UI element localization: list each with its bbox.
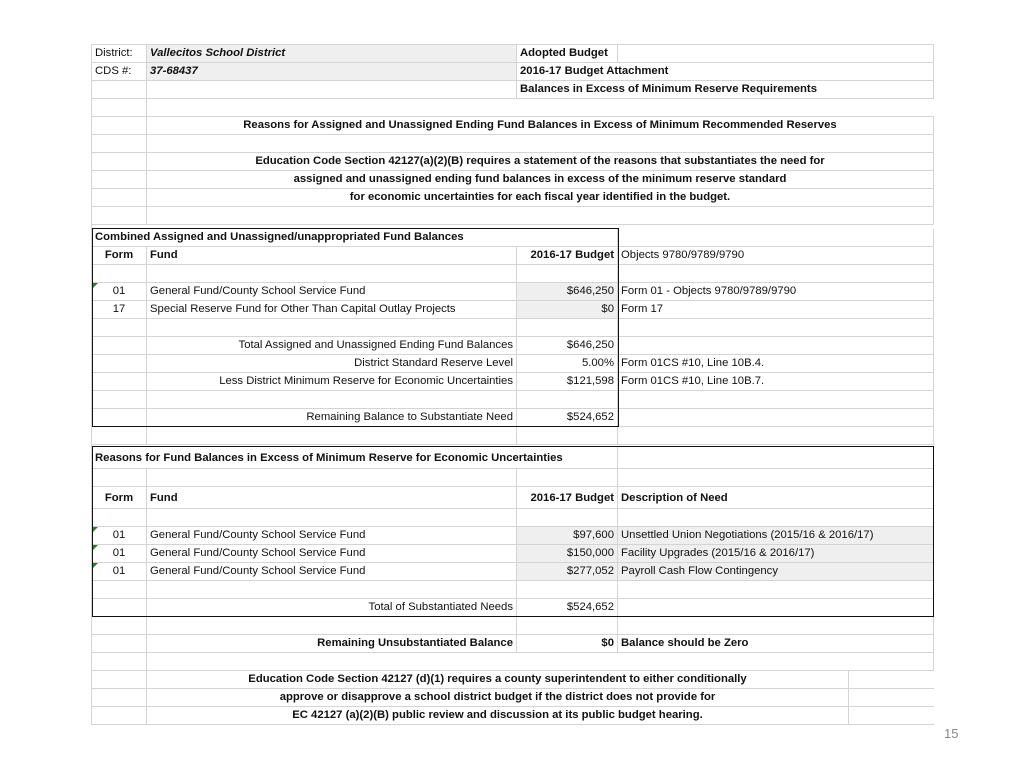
budget-attachment-label: 2016-17 Budget Attachment: [517, 63, 934, 80]
remaining-value: $524,652: [517, 409, 618, 426]
empty-cell: [147, 207, 934, 224]
empty-cell: [147, 135, 934, 152]
fund-budget: $0: [517, 301, 618, 318]
need-budget: $97,600: [517, 527, 618, 544]
empty-cell: [618, 319, 934, 336]
spacer-row: [92, 135, 934, 153]
total-row: [92, 337, 934, 355]
total-label: Total Assigned and Unassigned Ending Fund Balances: [147, 337, 517, 354]
spacer-row: [92, 581, 934, 599]
empty-cell: [618, 581, 934, 598]
empty-cell: [92, 337, 147, 354]
ec-footer-row: [92, 707, 934, 725]
empty-cell: [92, 469, 147, 486]
unsubstantiated-value: $0: [517, 635, 618, 652]
unsubstantiated-label: Remaining Unsubstantiated Balance: [147, 635, 517, 652]
need-form: 01: [92, 545, 147, 562]
table-row: [92, 527, 934, 545]
remaining-label: Remaining Balance to Substantiate Need: [147, 409, 517, 426]
need-fund: General Fund/County School Service Fund: [147, 563, 517, 580]
ec-statement-row: [92, 189, 934, 207]
spacer-row: [92, 391, 934, 409]
empty-cell: [147, 469, 517, 486]
spacer-row: [92, 509, 934, 527]
empty-cell: [517, 265, 618, 282]
empty-cell: [92, 81, 147, 98]
district-label: District:: [92, 45, 147, 62]
empty-cell: [92, 171, 147, 188]
col-header-form: Form: [92, 487, 147, 508]
need-budget: $277,052: [517, 563, 618, 580]
ec-statement-line3: for economic uncertainties for each fiscal year identified in the budget.: [147, 189, 934, 206]
empty-cell: [618, 337, 934, 354]
empty-cell: [92, 581, 147, 598]
ec-statement-line2: assigned and unassigned ending fund balances in excess of the minimum reserve standard: [147, 171, 934, 188]
reasons-title-row: [92, 447, 934, 469]
ec-footer-row: [92, 689, 934, 707]
empty-cell: [147, 427, 517, 444]
empty-cell: [92, 135, 147, 152]
header-row-cds: [92, 63, 934, 81]
empty-cell: [92, 319, 147, 336]
district-value: Vallecitos School District: [147, 45, 517, 62]
header-row-district: [92, 45, 934, 63]
col-header-fund: Fund: [147, 247, 517, 264]
ec-footer-line2: approve or disapprove a school district budget if the district does not provide for: [147, 689, 849, 706]
empty-cell: [92, 635, 147, 652]
empty-cell: [517, 427, 618, 444]
empty-cell: [147, 99, 934, 116]
reasons-title: Reasons for Fund Balances in Excess of Minimum Reserve for Economic Uncertainties: [92, 447, 618, 468]
empty-cell: [618, 469, 934, 486]
empty-cell: [517, 391, 618, 408]
balances-excess-label: Balances in Excess of Minimum Reserve Requirements: [517, 81, 934, 98]
min-reserve-row: [92, 373, 934, 391]
cds-value: 37-68437: [147, 63, 517, 80]
empty-cell: [147, 653, 934, 670]
empty-cell: [517, 319, 618, 336]
col-header-budget: 2016-17 Budget: [517, 247, 618, 264]
section-title: Reasons for Assigned and Unassigned Ending Fund Balances in Excess of Minimum Recommended Reserves: [147, 117, 934, 134]
total-needs-value: $524,652: [517, 599, 618, 616]
budget-sheet: [91, 44, 934, 725]
table-row: [92, 301, 934, 319]
total-needs-label: Total of Substantiated Needs: [147, 599, 517, 616]
header-row-3: [92, 81, 934, 99]
empty-cell: [517, 509, 618, 526]
combined-title-row: [92, 229, 934, 247]
empty-cell: [92, 373, 147, 390]
fund-form: 17: [92, 301, 147, 318]
empty-cell: [618, 409, 934, 426]
empty-cell: [92, 509, 147, 526]
ec-statement-line1: Education Code Section 42127(a)(2)(B) requires a statement of the reasons that substantiates the need for: [147, 153, 934, 170]
empty-cell: [92, 653, 147, 670]
empty-cell: [92, 617, 147, 634]
empty-cell: [92, 355, 147, 372]
empty-cell: [618, 509, 934, 526]
spacer-row: [92, 617, 934, 635]
empty-cell: [92, 409, 147, 426]
reserve-level-value: 5.00%: [517, 355, 618, 372]
need-fund: General Fund/County School Service Fund: [147, 545, 517, 562]
empty-cell: [147, 581, 517, 598]
section-title-row: [92, 117, 934, 135]
spacer-row: [92, 99, 934, 117]
reserve-level-label: District Standard Reserve Level: [147, 355, 517, 372]
ec-statement-row: [92, 153, 934, 171]
col-header-objects: Objects 9780/9789/9790: [618, 247, 934, 264]
unsubstantiated-row: [92, 635, 934, 653]
empty-cell: [147, 509, 517, 526]
fund-note: Form 17: [618, 301, 934, 318]
ec-footer-line1: Education Code Section 42127 (d)(1) requires a county superintendent to either conditionally: [147, 671, 849, 688]
empty-cell: [92, 391, 147, 408]
empty-cell: [92, 153, 147, 170]
fund-budget: $646,250: [517, 283, 618, 300]
table-row: [92, 563, 934, 581]
combined-header-row: [92, 247, 934, 265]
reserve-level-row: [92, 355, 934, 373]
table-row: [92, 545, 934, 563]
table-row: [92, 283, 934, 301]
empty-cell: [92, 599, 147, 616]
empty-cell: [618, 447, 934, 468]
total-value: $646,250: [517, 337, 618, 354]
fund-name: Special Reserve Fund for Other Than Capital Outlay Projects: [147, 301, 517, 318]
combined-title: Combined Assigned and Unassigned/unappropriated Fund Balances: [92, 229, 618, 246]
total-needs-row: [92, 599, 934, 617]
empty-cell: [92, 265, 147, 282]
adopted-budget-label: Adopted Budget: [517, 45, 934, 62]
empty-cell: [147, 391, 517, 408]
spacer-row: [92, 653, 934, 671]
ec-statement-row: [92, 171, 934, 189]
reserve-level-note: Form 01CS #10, Line 10B.4.: [618, 355, 934, 372]
spacer-row: [92, 319, 934, 337]
empty-cell: [92, 117, 147, 134]
fund-form: 01: [92, 283, 147, 300]
min-reserve-value: $121,598: [517, 373, 618, 390]
spacer-row: [92, 427, 934, 445]
empty-cell: [92, 207, 147, 224]
col-header-description: Description of Need: [618, 487, 934, 508]
spacer-row: [92, 265, 934, 283]
unsubstantiated-note: Balance should be Zero: [618, 635, 934, 652]
empty-cell: [517, 469, 618, 486]
empty-cell: [618, 427, 934, 444]
col-header-form: Form: [92, 247, 147, 264]
need-form: 01: [92, 563, 147, 580]
empty-cell: [618, 599, 934, 616]
empty-cell: [92, 671, 147, 688]
empty-cell: [618, 229, 934, 246]
empty-cell: [92, 689, 147, 706]
empty-cell: [147, 81, 517, 98]
min-reserve-label: Less District Minimum Reserve for Economic Uncertainties: [147, 373, 517, 390]
empty-cell: [618, 265, 934, 282]
need-fund: General Fund/County School Service Fund: [147, 527, 517, 544]
fund-note: Form 01 - Objects 9780/9789/9790: [618, 283, 934, 300]
empty-cell: [147, 319, 517, 336]
empty-cell: [517, 617, 618, 634]
empty-cell: [618, 617, 934, 634]
need-form: 01: [92, 527, 147, 544]
need-description: Payroll Cash Flow Contingency: [618, 563, 934, 580]
ec-footer-row: [92, 671, 934, 689]
page-number: 15: [944, 726, 959, 741]
spacer-row: [92, 207, 934, 225]
ec-footer-line3: EC 42127 (a)(2)(B) public review and discussion at its public budget hearing.: [147, 707, 849, 724]
col-header-budget: 2016-17 Budget: [517, 487, 618, 508]
need-budget: $150,000: [517, 545, 618, 562]
min-reserve-note: Form 01CS #10, Line 10B.7.: [618, 373, 934, 390]
col-header-fund: Fund: [147, 487, 517, 508]
fund-name: General Fund/County School Service Fund: [147, 283, 517, 300]
empty-cell: [147, 617, 517, 634]
cds-label: CDS #:: [92, 63, 147, 80]
remaining-row: [92, 409, 934, 427]
empty-cell: [92, 99, 147, 116]
empty-cell: [92, 707, 147, 724]
empty-cell: [92, 427, 147, 444]
empty-cell: [517, 581, 618, 598]
spacer-row: [92, 469, 934, 487]
empty-cell: [92, 189, 147, 206]
need-description: Unsettled Union Negotiations (2015/16 & 2016/17): [618, 527, 934, 544]
reasons-header-row: [92, 487, 934, 509]
empty-cell: [147, 265, 517, 282]
empty-cell: [618, 391, 934, 408]
need-description: Facility Upgrades (2015/16 & 2016/17): [618, 545, 934, 562]
